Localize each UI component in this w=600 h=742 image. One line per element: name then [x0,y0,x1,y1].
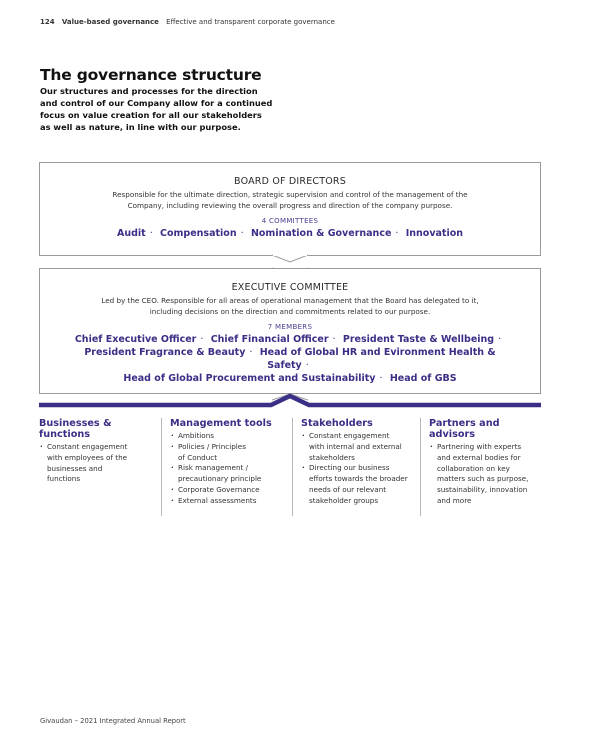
members-count: 7 MEMBERS [267,323,313,331]
list-item-continued: of Conduct [178,452,218,462]
committees-list [40,227,540,240]
list-item: · Directing our business [301,463,420,474]
members-list [70,333,510,385]
member-head-gbs: Head of GBS [389,373,457,384]
separator-dot: · [379,373,383,384]
separator-dot: · [240,228,244,239]
list-item: · Constant engagement [301,431,420,442]
member-president-taste: President Taste & Wellbeing [342,334,495,345]
chevron-down-connector-icon [272,254,308,263]
list-item-continued: stakeholders [309,452,355,462]
list-item-continued: needs of our relevant [309,484,387,494]
column-heading [39,418,159,440]
page-footer: Givaudan – 2021 Integrated Annual Report [40,717,186,725]
committee-compensation: Compensation [160,228,237,239]
list-item: · Partnering with experts [429,442,541,453]
committee-innovation: Innovation [405,228,464,239]
separator-dot: · [332,334,336,345]
list-item: · External assessments [170,496,292,507]
committee-nomination-governance: Nomination & Governance [250,228,392,239]
list-item-continued: and external bodies for [437,452,521,462]
column-list [170,431,292,507]
list-item-continued: stakeholder groups [309,495,379,505]
column-list [39,442,159,485]
separator-dot: · [149,228,153,239]
list-item-continued: and more [437,495,472,505]
list-item-continued: sustainability, innovation [437,485,528,495]
executive-description [90,296,490,317]
column-heading: Stakeholders [301,418,373,429]
separator-dot: · [249,347,253,358]
separator-dot: · [395,228,399,239]
board-description [90,190,490,211]
list-item-continued: with internal and external [309,441,402,451]
column-businesses-functions [39,418,159,516]
subsection-title: Effective and transparent corporate governance [166,18,335,26]
column-partners-advisors [420,418,541,516]
member-head-procurement: Head of Global Procurement and Sustainability [123,373,376,384]
governance-columns [39,418,541,518]
heading-line: functions [39,429,91,440]
member-cfo: Chief Financial Officer [210,334,329,345]
committees-count: 4 COMMITTEES [261,217,319,225]
separator-dot: · [200,334,204,345]
list-item-continued: businesses and [47,463,103,473]
section-title: Value-based governance [61,18,159,26]
executive-description-line: Led by the CEO. Responsible for all areas of operational management that the Board has delegated to it, [101,296,479,305]
page-title: The governance structure [40,66,262,84]
list-item: · Policies / Principles [170,442,292,453]
column-heading: Partners and advisors [429,418,500,440]
column-management-tools [161,418,292,516]
heading-line: Businesses & [39,418,112,429]
column-stakeholders [292,418,420,516]
column-list [301,431,420,507]
page-number: 124 [40,18,55,26]
column-list [429,442,541,507]
executive-committee-box [39,268,541,394]
member-head-hr-ehs: Head of Global HR and Evironment Health & Safety [259,347,496,371]
column-heading: Management tools [170,418,272,429]
board-of-directors-box [39,162,541,256]
list-item-continued: functions [47,474,81,484]
separator-dot: · [498,334,502,345]
list-item: · Risk management / [170,463,292,474]
board-description-line: Company, including reviewing the overall progress and direction of the company purpose. [127,200,453,210]
list-item-continued: matters such as purpose, [437,474,529,484]
list-item-continued: with employees of the [47,452,128,462]
board-description-line: Responsible for the ultimate direction, strategic supervision and control of the management of the [112,190,468,199]
member-president-fragrance: President Fragrance & Beauty [84,347,246,358]
list-item: · Constant engagement [39,442,159,453]
board-title: BOARD OF DIRECTORS [234,176,346,187]
list-item-continued: precautionary principle [178,474,262,484]
intro-text: Our structures and processes for the direction and control of our Company allow for a continued focus on value creation for all our stakeholders as well as nature, in line with our purpose. [40,86,273,132]
list-item: · Ambitions [170,431,292,442]
executive-description-line: including decisions on the direction and commitments related to our purpose. [149,306,431,316]
page-header [40,18,335,26]
purple-divider-bar [39,393,541,409]
list-item: · Corporate Governance [170,485,292,496]
committee-audit: Audit [116,228,146,239]
list-item-continued: efforts towards the broader [309,474,408,484]
executive-title: EXECUTIVE COMMITTEE [231,282,349,293]
list-item-continued: collaboration on key [437,463,510,473]
member-ceo: Chief Executive Officer [74,334,197,345]
separator-dot: · [305,360,309,371]
